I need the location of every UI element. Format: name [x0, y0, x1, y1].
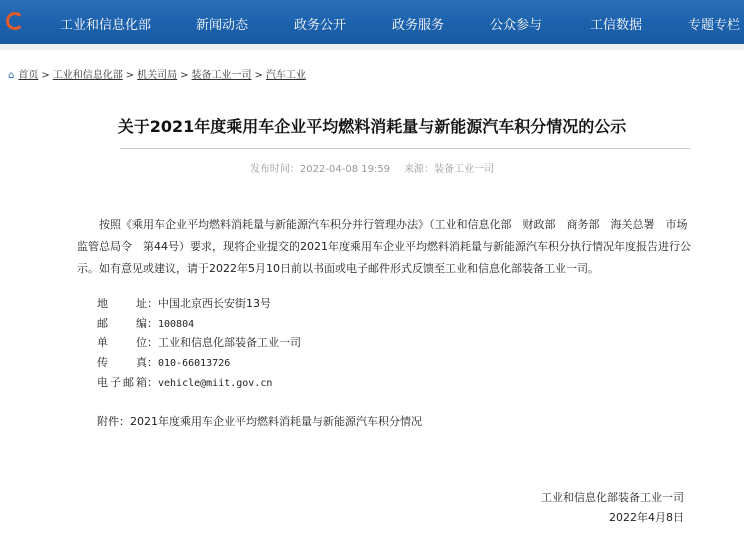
attachment	[97, 413, 422, 429]
contact-postcode: 邮编：100804	[97, 317, 195, 330]
contact-value: 工业和信息化部装备工业一司	[158, 336, 301, 349]
contact-address: 地址：中国北京西长安街13号	[97, 297, 271, 310]
contact-label: 地址	[97, 297, 147, 310]
contact-fax: 传真：010-66013726	[97, 356, 231, 369]
contact-label: 邮编	[97, 317, 147, 330]
nav-item-public[interactable]: 公众参与	[490, 18, 543, 33]
signature-date: 2022年4月8日	[609, 511, 684, 524]
publish-time: 发布时间：2022-04-08 19:59	[249, 164, 391, 175]
title-divider	[120, 148, 690, 149]
contact-value: 010-66013726	[158, 358, 231, 369]
article-body: 按照《乘用车企业平均燃料消耗量与新能源汽车积分并行管理办法》（工业和信息化部 财政部 商务部 海关总署 市场监管总局令 第44号）要求，现将企业提交的2021年度乘用车企业平均燃料消耗量与新能源汽车积分执行情况年度报告进行公示。如有意见或建议，请于2022年5月10日前以书面或电子邮件形式反馈至工业和信息化部装备工业一司。	[77, 218, 691, 275]
nav-item-topics[interactable]: 专题专栏	[688, 18, 741, 33]
nav-item-news[interactable]: 新闻动态	[196, 18, 249, 33]
contact-value: vehicle@miit.gov.cn	[158, 378, 273, 389]
attachment-link[interactable]: 2021年度乘用车企业平均燃料消耗量与新能源汽车积分情况	[130, 415, 422, 428]
home-icon: ⌂	[8, 70, 15, 81]
contact-label: 电子邮箱	[97, 376, 147, 389]
source: 来源：装备工业一司	[404, 164, 495, 175]
nav-item-data[interactable]: 工信数据	[590, 18, 643, 33]
breadcrumb-equipment-dept[interactable]: 装备工业一司	[191, 70, 252, 81]
breadcrumb: ⌂ 首页 > 工业和信息化部 > 机关司局 > 装备工业一司 > 汽车工业	[8, 70, 306, 81]
nav-divider	[0, 44, 744, 50]
breadcrumb-home[interactable]: 首页	[18, 70, 39, 81]
top-nav	[0, 0, 744, 44]
contact-label: 单位	[97, 336, 147, 349]
nav-item-gov-open[interactable]: 政务公开	[294, 18, 347, 33]
nav-item-miit[interactable]: 工业和信息化部	[60, 18, 152, 33]
contact-email: 电子邮箱：vehicle@miit.gov.cn	[97, 376, 273, 389]
contact-unit: 单位：工业和信息化部装备工业一司	[97, 336, 301, 349]
nav-item-gov-service[interactable]: 政务服务	[392, 18, 445, 33]
contact-value: 中国北京西长安街13号	[158, 297, 271, 310]
attachment-label: 附件：	[97, 415, 130, 428]
breadcrumb-auto[interactable]: 汽车工业	[265, 70, 306, 81]
breadcrumb-miit[interactable]: 工业和信息化部	[52, 70, 123, 81]
article-meta	[0, 160, 744, 175]
contact-value: 100804	[158, 319, 195, 330]
breadcrumb-departments[interactable]: 机关司局	[137, 70, 178, 81]
contact-label: 传真	[97, 356, 147, 369]
logo-icon[interactable]	[6, 12, 24, 30]
signature: 工业和信息化部装备工业一司	[541, 491, 684, 504]
page-title: 关于2021年度乘用车企业平均燃料消耗量与新能源汽车积分情况的公示	[117, 117, 627, 136]
